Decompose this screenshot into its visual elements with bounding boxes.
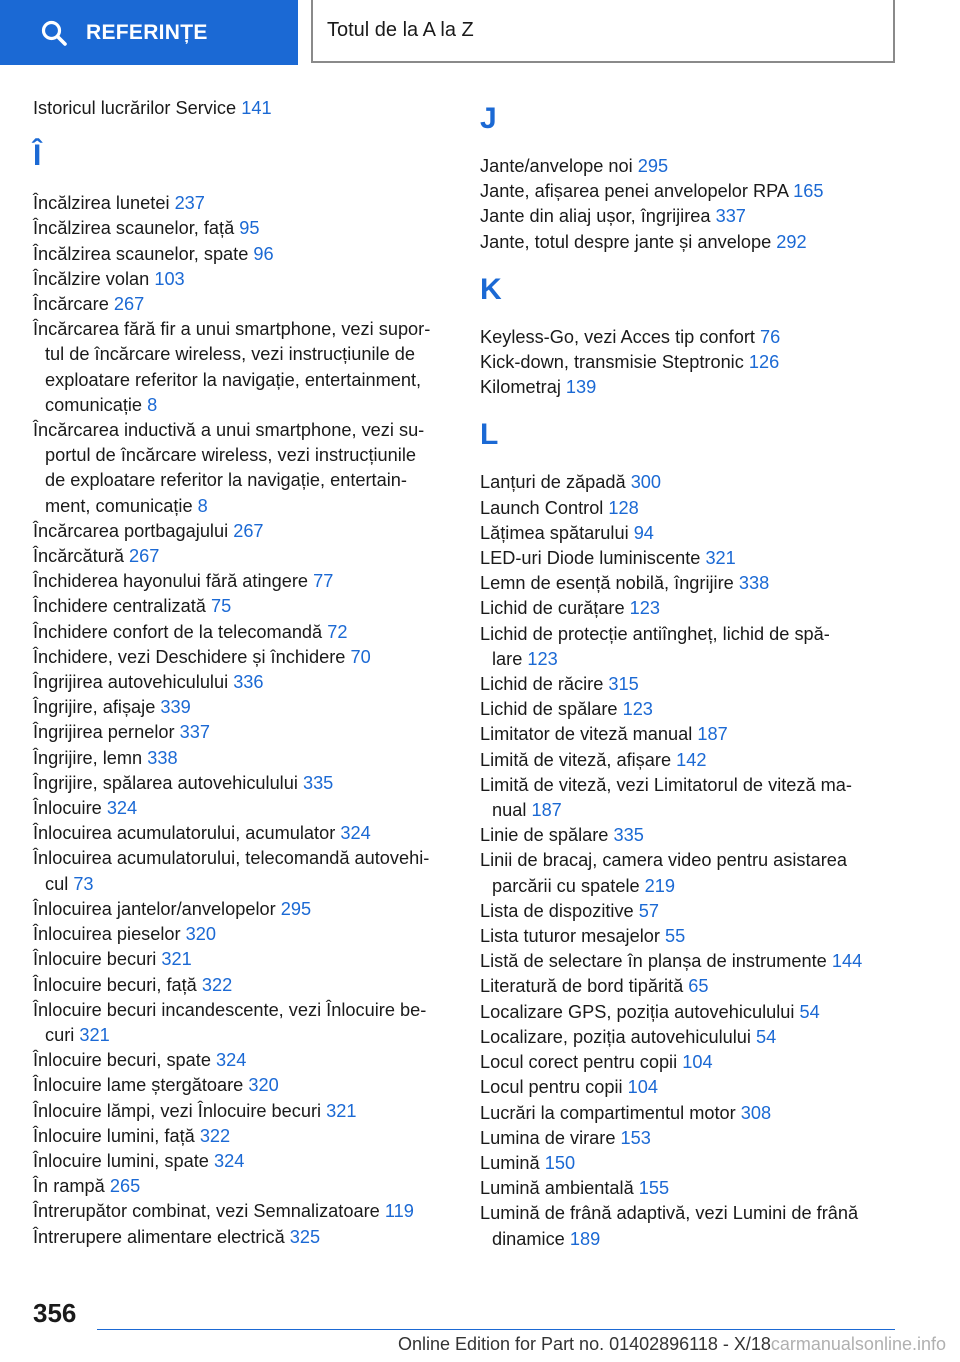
index-entry: [33, 242, 453, 267]
index-entry: [33, 973, 453, 998]
index-entry-text: Lumină: [480, 1152, 540, 1173]
index-entry: [33, 418, 453, 519]
index-entry: [33, 796, 453, 821]
index-entry: [480, 1101, 900, 1126]
index-entry: [33, 947, 453, 972]
index-entry: [480, 325, 900, 350]
index-entry-page-link[interactable]: 337: [179, 722, 210, 743]
index-entry-page-link[interactable]: 104: [627, 1077, 658, 1098]
index-entry-page-link[interactable]: 55: [665, 926, 686, 947]
index-entry-text: Închidere, vezi Deschidere și închidere: [33, 646, 346, 667]
index-entry: [33, 1225, 453, 1250]
index-entry-page-link[interactable]: 153: [620, 1127, 651, 1148]
index-entry-text: Încărcarea inductivă a unui smartphone, vezi su- portul de încărcare wireless, vezi instrucțiunile de exploatare referitor la navigație, entertain- ment, comunicație: [33, 420, 425, 516]
index-entry-page-link[interactable]: 155: [638, 1178, 670, 1199]
index-entry-text: Întrerupere alimentare electrică: [33, 1226, 285, 1247]
index-entry: [480, 823, 900, 848]
index-entry-page-link[interactable]: 73: [73, 873, 94, 894]
index-entry: [480, 521, 900, 546]
index-entry-text: Lemn de esență nobilă, îngrijire: [480, 573, 734, 594]
edition-text: Online Edition for Part no. 01402896118 - X/18: [397, 1334, 771, 1354]
index-entry-page-link[interactable]: 123: [622, 699, 653, 720]
index-entry-page-link[interactable]: 237: [174, 193, 205, 214]
index-entry: [33, 1174, 453, 1199]
index-entry-page-link[interactable]: 8: [197, 495, 208, 516]
section-title-tab[interactable]: [311, 0, 895, 63]
index-entry: [33, 1199, 453, 1224]
index-entry-page-link[interactable]: 72: [327, 621, 348, 642]
index-entry-page-link[interactable]: 308: [740, 1102, 772, 1123]
index-entry-page-link[interactable]: 321: [326, 1100, 357, 1121]
index-entry-text: Închidere centralizată: [33, 596, 206, 617]
index-entry-page-link[interactable]: 150: [544, 1152, 576, 1173]
index-entry-text: Lichid de spălare: [480, 699, 618, 720]
index-entry: [480, 949, 900, 974]
index-entry-page-link[interactable]: 54: [756, 1026, 777, 1047]
index-entry-page-link[interactable]: 267: [129, 546, 160, 567]
index-entry-text: Lichid de protecție antiîngheț, lichid de spă- lare: [480, 623, 830, 669]
index-entry: [480, 596, 900, 621]
index-entry: [480, 1201, 900, 1251]
index-entry: [33, 720, 453, 745]
index-entry-page-link[interactable]: 144: [831, 951, 863, 972]
index-entry-text: Înlocuire becuri incandescente, vezi Înlocuire be- curi: [33, 999, 427, 1045]
index-entry: [480, 773, 900, 823]
index-entry: [480, 1075, 900, 1100]
index-entry-text: Încălzirea scaunelor, spate: [33, 243, 249, 264]
references-tab[interactable]: [0, 0, 298, 65]
index-entry: [480, 375, 900, 400]
index-entry-text: Limitator de viteză manual: [480, 724, 693, 745]
index-entry: [33, 821, 453, 846]
index-entry-text: Înlocuirea acumulatorului, telecomandă autovehi- cul: [33, 848, 430, 894]
section-title: Totul de la A la Z: [327, 19, 474, 41]
index-entry: [33, 544, 453, 569]
index-entry-page-link[interactable]: 321: [79, 1024, 110, 1045]
index-entry: [480, 848, 900, 898]
index-entry-text: Jante/anvelope noi: [480, 156, 633, 176]
index-entry-text: Închidere confort de la telecomandă: [33, 621, 323, 642]
index-entry-text: Kilometraj: [480, 377, 561, 398]
index-entry-text: Încălzirea lunetei: [33, 193, 170, 214]
index-entry-text: În rampă: [33, 1176, 105, 1197]
footer-edition: [398, 1334, 946, 1355]
index-entry-page-link[interactable]: 187: [531, 800, 562, 821]
index-entry: [480, 899, 900, 924]
index-entry: [480, 722, 900, 747]
index-entry-page-link[interactable]: 315: [608, 674, 639, 695]
index-entry: [480, 496, 900, 521]
index-entry-text: Launch Control: [480, 497, 604, 518]
index-letter-heading: K: [480, 272, 502, 306]
index-entry-text: Lista tuturor mesajelor: [480, 926, 660, 947]
index-entry-page-link[interactable]: 292: [776, 231, 807, 252]
index-entry-text: Localizare, poziția autovehiculului: [480, 1026, 751, 1047]
index-entry: [33, 317, 453, 418]
index-entry-text: Lanțuri de zăpadă: [480, 472, 626, 493]
index-entry-text: Înlocuire becuri, spate: [33, 1050, 211, 1071]
index-entry: [480, 924, 900, 949]
index-entry-text: Îngrijire, lemn: [33, 747, 143, 768]
index-entry: [33, 1124, 453, 1149]
index-entry-page-link[interactable]: 103: [154, 268, 185, 289]
index-entry-text: Închiderea hayonului fără atingere: [33, 571, 309, 592]
index-entry-text: Înlocuire becuri, față: [33, 974, 197, 995]
index-entry: [480, 350, 900, 375]
index-entry: [480, 1176, 900, 1201]
index-entry: [33, 645, 453, 670]
index-entry: [480, 672, 900, 697]
index-entry-text: Kick-down, transmisie Steptronic: [480, 352, 744, 373]
index-entry-text: Lista de dispozitive: [480, 900, 634, 921]
index-entry: [33, 620, 453, 645]
index-entry-page-link[interactable]: 104: [682, 1052, 713, 1073]
index-entry-text: Înlocuire lumini, spate: [33, 1150, 209, 1171]
index-entry-page-link[interactable]: 322: [199, 1125, 231, 1146]
index-entry-page-link[interactable]: 219: [644, 875, 676, 896]
index-entry: [33, 846, 453, 896]
index-entry-page-link[interactable]: 324: [216, 1050, 247, 1071]
index-entry-text: Încărcarea portbagajului: [33, 520, 229, 541]
index-entry-page-link[interactable]: 95: [239, 218, 260, 239]
index-entry-page-link[interactable]: 321: [161, 949, 192, 970]
index-column-left: [33, 96, 453, 1250]
index-entry-text: Încălzirea scaunelor, față: [33, 218, 235, 239]
index-entry-page-link[interactable]: 57: [638, 900, 659, 921]
index-entry-page-link[interactable]: 187: [697, 724, 728, 745]
index-entry-text: Listă de selectare în planșa de instrumente: [480, 951, 827, 972]
index-entry-page-link[interactable]: 321: [705, 548, 736, 569]
index-entry-text: Lucrări la compartimentul motor: [480, 1102, 736, 1123]
index-entry-page-link[interactable]: 267: [233, 520, 264, 541]
index-entry-page-link[interactable]: 295: [637, 156, 669, 176]
index-entry: [33, 216, 453, 241]
index-entry-text: Jante din aliaj ușor, îngrijirea: [480, 206, 711, 227]
index-entry-page-link[interactable]: 96: [253, 243, 274, 264]
index-entry-text: Înlocuire lame ștergătoare: [33, 1075, 244, 1096]
index-column-right: [480, 96, 900, 1252]
index-entry: [480, 470, 900, 495]
index-entry: [33, 267, 453, 292]
index-entry-page-link[interactable]: 54: [799, 1001, 820, 1022]
index-entry-page-link[interactable]: 142: [676, 749, 707, 770]
index-entry-text: Limită de viteză, vezi Limitatorul de viteză ma- nual: [480, 774, 852, 821]
index-entry-page-link[interactable]: 139: [565, 377, 597, 398]
index-entry-page-link[interactable]: 325: [289, 1226, 321, 1247]
index-letter-heading: Î: [33, 139, 42, 173]
index-entry: [33, 746, 453, 771]
index-entry: [480, 230, 900, 255]
index-entry-text: Încărcarea fără fir a unui smartphone, vezi supor- tul de încărcare wireless, vezi instrucțiunile de exploatare referitor la navigație, entertainment, comunicație: [33, 319, 431, 415]
index-entry-text: Lichid de curățare: [480, 598, 625, 619]
index-entry-page-link[interactable]: 70: [350, 646, 371, 667]
index-entry-text: Încărcătură: [33, 546, 124, 567]
index-entry-page-link[interactable]: 324: [106, 798, 138, 819]
index-entry-text: Jante, totul despre jante și anvelope: [480, 231, 772, 252]
index-entry-page-link[interactable]: 141: [241, 98, 272, 118]
index-entry-text: Keyless-Go, vezi Acces tip confort: [480, 326, 755, 347]
index-entry-page-link[interactable]: 123: [629, 598, 660, 619]
index-entry: [33, 670, 453, 695]
index-entry-text: Lichid de răcire: [480, 674, 604, 695]
index-entry-text: Lățimea spătarului: [480, 522, 629, 543]
search-icon: [40, 19, 68, 47]
index-entry-page-link[interactable]: 267: [113, 294, 145, 315]
index-entry-page-link[interactable]: 335: [613, 825, 644, 846]
index-entry: [480, 154, 900, 179]
index-entry-text: Încărcare: [33, 294, 109, 315]
index-letter-heading: L: [480, 418, 499, 452]
index-entry: [33, 191, 453, 216]
index-entry: [33, 998, 453, 1048]
header: [0, 0, 960, 66]
index-entry: [480, 571, 900, 596]
index-entry-page-link[interactable]: 119: [384, 1201, 414, 1222]
index-entry-page-link[interactable]: 165: [793, 181, 824, 202]
index-entry-text: Înlocuirea jantelor/anvelopelor: [33, 898, 276, 919]
index-entry-text: Linii de bracaj, camera video pentru asistarea parcării cu spatele: [480, 850, 847, 896]
index-entry-text: Linie de spălare: [480, 825, 609, 846]
index-entry: [33, 695, 453, 720]
index-entry-page-link[interactable]: 265: [109, 1176, 141, 1197]
index-entry-page-link[interactable]: 324: [213, 1150, 245, 1171]
index-entry: [33, 1149, 453, 1174]
index-entry-text: Înlocuirea acumulatorului, acumulator: [33, 823, 336, 844]
index-entry-page-link[interactable]: 8: [147, 394, 158, 415]
index-entry-page-link[interactable]: 94: [633, 522, 654, 543]
index-entry-page-link[interactable]: 338: [738, 573, 770, 594]
index-entry-text: Întrerupător combinat, vezi Semnalizatoare: [33, 1201, 380, 1222]
index-entry-text: Înlocuirea pieselor: [33, 924, 181, 945]
index-entry-text: Îngrijire, spălarea autovehiculului: [33, 772, 298, 793]
index-entry-text: Jante, afișarea penei anvelopelor RPA: [480, 181, 789, 202]
index-entry-page-link[interactable]: 336: [233, 672, 264, 693]
index-entry: [480, 1151, 900, 1176]
index-letter-heading: J: [480, 102, 497, 135]
index-entry-text: Îngrijire, afișaje: [33, 697, 156, 718]
index-entry-text: Lumină ambientală: [480, 1178, 634, 1199]
references-tab-label: REFERINȚE: [86, 20, 208, 44]
index-entry-page-link[interactable]: 76: [760, 326, 781, 347]
index-entry-page-link[interactable]: 295: [280, 898, 312, 919]
index-entry-page-link[interactable]: 320: [185, 924, 217, 945]
index-entry: [33, 897, 453, 922]
index-entry-page-link[interactable]: 75: [210, 596, 232, 617]
index-entry-text: Lumină de frână adaptivă, vezi Lumini de frână dinamice: [480, 1203, 859, 1249]
index-entry: [480, 546, 900, 571]
index-entry: [33, 594, 453, 619]
index-entry: [480, 1050, 900, 1075]
index-entry-text: Limită de viteză, afișare: [480, 749, 672, 770]
index-entry-text: Îngrijirea pernelor: [33, 722, 175, 743]
index-entry: [480, 974, 900, 999]
index-entry-text: Înlocuire lămpi, vezi Înlocuire becuri: [33, 1100, 322, 1121]
index-entry: [480, 179, 900, 204]
index-entry-page-link[interactable]: 337: [715, 206, 746, 227]
index-entry-page-link[interactable]: 335: [302, 772, 334, 793]
index-entry-text: Îngrijirea autovehiculului: [33, 672, 229, 693]
index-entry: [480, 204, 900, 229]
index-entry-text: Înlocuire: [33, 798, 102, 819]
index-entry-text: Încălzire volan: [33, 268, 150, 289]
index-entry: [480, 697, 900, 722]
index-entry-page-link[interactable]: 123: [527, 648, 558, 669]
index-entry: [480, 1000, 900, 1025]
index-entry: [33, 292, 453, 317]
index-entry-text: Locul corect pentru copii: [480, 1052, 678, 1073]
index-entry-page-link[interactable]: 324: [340, 823, 371, 844]
footer-divider: [97, 1329, 895, 1330]
index-entry-text: Înlocuire lumini, față: [33, 1125, 195, 1146]
index-entry-page-link[interactable]: 126: [748, 352, 780, 373]
index-entry-text: Înlocuire becuri: [33, 949, 157, 970]
index-entry-page-link[interactable]: 320: [248, 1075, 279, 1096]
index-entry: [33, 1073, 453, 1098]
index-entry-page-link[interactable]: 128: [608, 497, 639, 518]
index-entry-text: Localizare GPS, poziția autovehiculului: [480, 1001, 795, 1022]
page-number: 356: [33, 1298, 77, 1328]
index-entry: [480, 1126, 900, 1151]
index-entry: [33, 1099, 453, 1124]
index-entry: [480, 622, 900, 672]
index-entry-page-link[interactable]: 339: [160, 697, 191, 718]
index-entry-page-link[interactable]: 338: [147, 747, 178, 768]
index-entry-text: LED-uri Diode luminiscente: [480, 548, 701, 569]
index-entry: [33, 519, 453, 544]
index-entry: [33, 569, 453, 594]
index-entry-text: Literatură de bord tipărită: [480, 976, 684, 997]
index-entry-text: Locul pentru copii: [480, 1077, 623, 1098]
index-entry-page-link[interactable]: 189: [569, 1228, 601, 1249]
index-entry-page-link[interactable]: 77: [313, 571, 334, 592]
index-entry-page-link[interactable]: 300: [630, 472, 662, 493]
index-entry: [480, 1025, 900, 1050]
index-entry-page-link[interactable]: 65: [688, 976, 709, 997]
index-entry-text: Lumina de virare: [480, 1127, 616, 1148]
index-entry-text: Istoricul lucrărilor Service: [33, 98, 237, 118]
index-entry: [33, 771, 453, 796]
index-entry-page-link[interactable]: 322: [201, 974, 233, 995]
index-entry: [480, 748, 900, 773]
index-entry: [33, 1048, 453, 1073]
index-entry: [33, 96, 453, 121]
index-entry: [33, 922, 453, 947]
watermark-text: carmanualsonline.info: [770, 1334, 946, 1354]
